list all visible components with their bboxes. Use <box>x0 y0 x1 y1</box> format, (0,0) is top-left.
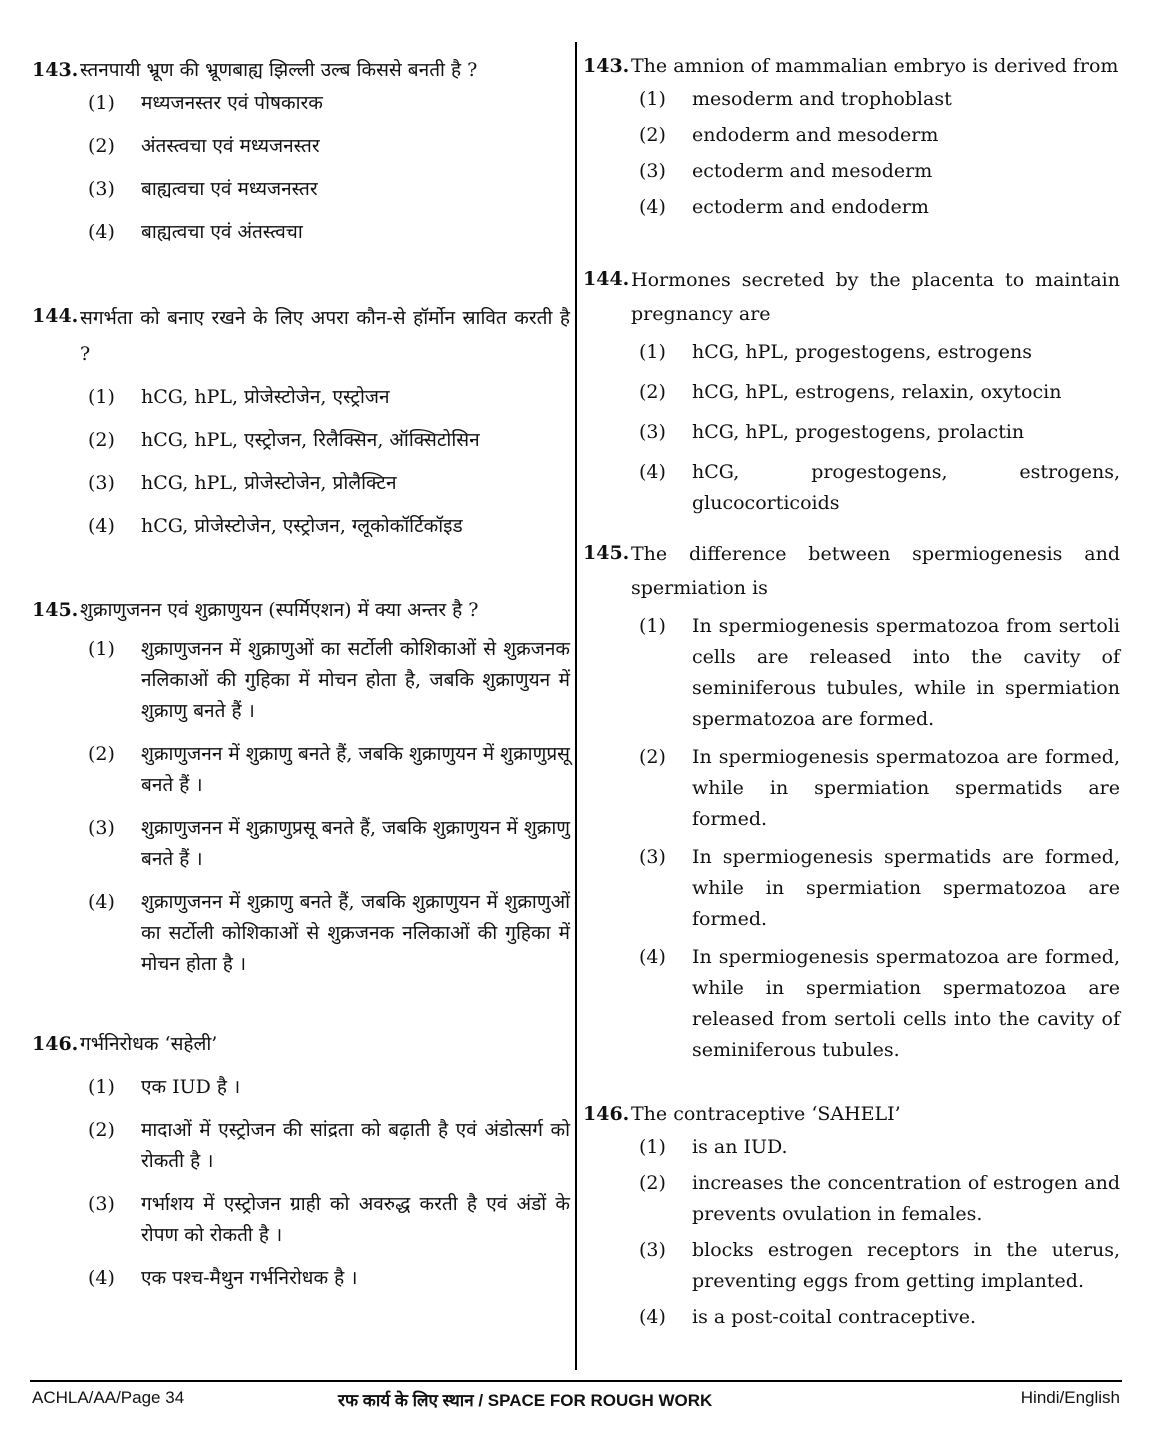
question-text: Hormones secreted by the placenta to maintain pregnancy are <box>631 269 1120 325</box>
option-number: (2) <box>639 746 666 768</box>
option-text: is an IUD. <box>692 1136 788 1158</box>
option-text: गर्भाशय में एस्ट्रोजन ग्राही को अवरुद्ध करती है एवं अंडों के रोपण को रोकती है । <box>141 1193 570 1246</box>
option-number: (1) <box>88 1076 115 1098</box>
question-145-hindi <box>32 594 570 980</box>
option-number: (3) <box>88 178 115 200</box>
hindi-column <box>32 40 570 1306</box>
option-number: (1) <box>639 1136 666 1158</box>
option-number: (4) <box>639 461 666 483</box>
option-text: बाह्यत्वचा एवं मध्यजनस्तर <box>141 178 318 200</box>
option-number: (2) <box>639 1172 666 1194</box>
option-text: मध्यजनस्तर एवं पोषकारक <box>141 92 323 114</box>
question-144-english <box>583 263 1120 519</box>
question-number: 146. <box>583 1103 630 1125</box>
question-text: स्तनपायी भ्रूण की भ्रूणबाह्य झिल्ली उल्ब किससे बनती है ? <box>80 59 478 81</box>
option-4 <box>88 511 570 542</box>
option-number: (2) <box>639 381 666 403</box>
option-text: अंतस्त्वचा एवं मध्यजनस्तर <box>141 135 320 157</box>
question-text: सगर्भता को बनाए रखने के लिए अपरा कौन-से हॉर्मोन स्रावित करती है ? <box>80 307 570 365</box>
page-code: ACHLA/AA/Page 34 <box>32 1388 185 1407</box>
option-number: (3) <box>88 472 115 494</box>
option-number: (2) <box>88 135 115 157</box>
option-1 <box>88 88 570 119</box>
option-number: (2) <box>88 743 115 765</box>
option-number: (3) <box>639 846 666 868</box>
option-text: In spermiogenesis spermatozoa are formed, while in spermiation spermatids are formed. <box>692 746 1120 830</box>
option-1 <box>88 1072 570 1103</box>
option-text: blocks estrogen receptors in the uterus, preventing eggs from getting implanted. <box>692 1239 1120 1292</box>
question-144-hindi <box>32 300 570 542</box>
option-text: increases the concentration of estrogen and prevents ovulation in females. <box>692 1172 1120 1225</box>
option-3 <box>88 468 570 499</box>
option-text: In spermiogenesis spermatids are formed, while in spermiation spermatozoa are formed. <box>692 846 1120 930</box>
language-label: Hindi/English <box>1020 1388 1120 1407</box>
option-text: बाह्यत्वचा एवं अंतस्त्वचा <box>141 221 303 243</box>
option-3 <box>88 1189 570 1251</box>
option-text: hCG, hPL, प्रोजेस्टोजेन, प्रोलैक्टिन <box>141 472 397 494</box>
option-text: एक IUD है । <box>141 1076 241 1098</box>
option-number: (4) <box>88 1267 115 1289</box>
question-143-english <box>583 50 1120 223</box>
option-text: ectoderm and mesoderm <box>692 160 933 182</box>
option-2 <box>88 1115 570 1177</box>
question-text: The difference between spermiogenesis and spermiation is <box>631 543 1120 599</box>
option-number: (3) <box>639 421 666 443</box>
option-number: (4) <box>88 891 115 913</box>
option-text: hCG, hPL, estrogens, relaxin, oxytocin <box>692 381 1062 403</box>
option-2 <box>639 1168 1120 1230</box>
question-number: 144. <box>583 268 630 290</box>
option-text: endoderm and mesoderm <box>692 124 939 146</box>
option-text: In spermiogenesis spermatozoa from sertoli cells are released into the cavity of seminiferous tubules, while in spermiation spermatozoa are formed. <box>692 615 1120 730</box>
question-number: 143. <box>583 55 630 77</box>
option-3 <box>88 174 570 205</box>
option-number: (1) <box>639 341 666 363</box>
option-number: (4) <box>88 221 115 243</box>
option-number: (2) <box>88 429 115 451</box>
option-1 <box>88 382 570 413</box>
option-3 <box>639 417 1120 448</box>
english-column <box>583 40 1120 1338</box>
option-2 <box>88 739 570 801</box>
option-3 <box>639 1235 1120 1297</box>
page-footer <box>32 1388 1120 1416</box>
option-number: (2) <box>639 124 666 146</box>
option-number: (4) <box>639 1306 666 1328</box>
option-text: mesoderm and trophoblast <box>692 88 952 110</box>
option-1 <box>639 611 1120 735</box>
option-1 <box>639 1132 1120 1163</box>
option-text: is a post-coital contraceptive. <box>692 1306 977 1328</box>
option-3 <box>88 813 570 875</box>
question-number: 145. <box>583 542 630 564</box>
option-text: एक पश्च-मैथुन गर्भनिरोधक है । <box>141 1267 358 1289</box>
option-number: (1) <box>639 88 666 110</box>
option-3 <box>639 842 1120 935</box>
option-1 <box>88 634 570 727</box>
option-2 <box>639 377 1120 408</box>
option-text: In spermiogenesis spermatozoa are formed, while in spermiation spermatozoa are released from sertoli cells into the cavity of seminiferous tubules. <box>692 946 1120 1061</box>
option-text: शुक्राणुजनन में शुक्राणु बनते हैं, जबकि शुक्राणुयन में शुक्राणुप्रसू बनते हैं । <box>141 743 570 796</box>
option-text: शुक्राणुजनन में शुक्राणुप्रसू बनते हैं, जबकि शुक्राणुयन में शुक्राणु बनते हैं । <box>141 817 570 870</box>
option-number: (4) <box>88 515 115 537</box>
option-2 <box>88 425 570 456</box>
option-2 <box>639 120 1120 151</box>
option-text: hCG, hPL, एस्ट्रोजन, रिलैक्सिन, ऑक्सिटोसिन <box>141 429 480 451</box>
question-146-hindi <box>32 1028 570 1294</box>
option-4 <box>639 192 1120 223</box>
question-number: 144. <box>32 305 79 327</box>
option-2 <box>88 131 570 162</box>
option-4 <box>88 217 570 248</box>
question-146-english <box>583 1098 1120 1333</box>
option-text: शुक्राणुजनन में शुक्राणु बनते हैं, जबकि शुक्राणुयन में शुक्राणुओं का सर्टोली कोशिकाओं से शुक्रजनक नलिकाओं की गुहिका में मोचन होता है । <box>141 891 570 975</box>
option-number: (4) <box>639 196 666 218</box>
column-divider <box>575 42 577 1370</box>
question-145-english <box>583 537 1120 1066</box>
option-text: hCG, hPL, progestogens, prolactin <box>692 421 1025 443</box>
option-4 <box>88 1263 570 1294</box>
option-3 <box>639 156 1120 187</box>
footer-rule <box>30 1380 1122 1382</box>
question-text: The amnion of mammalian embryo is derived from <box>631 55 1119 77</box>
option-4 <box>88 887 570 980</box>
option-number: (3) <box>88 817 115 839</box>
option-text: hCG, प्रोजेस्टोजेन, एस्ट्रोजन, ग्लूकोकॉर्टिकॉइड <box>141 515 463 537</box>
option-text: शुक्राणुजनन में शुक्राणुओं का सर्टोली कोशिकाओं से शुक्रजनक नलिकाओं की गुहिका में मोचन होता है, जबकि शुक्राणुयन में शुक्राणु बनते हैं । <box>141 638 570 722</box>
option-number: (3) <box>88 1193 115 1215</box>
option-number: (1) <box>88 638 115 660</box>
option-number: (1) <box>88 386 115 408</box>
question-number: 143. <box>32 59 79 81</box>
option-number: (3) <box>639 160 666 182</box>
option-text: ectoderm and endoderm <box>692 196 929 218</box>
question-text: The contraceptive ‘SAHELI’ <box>631 1103 901 1125</box>
question-143-hindi <box>32 54 570 248</box>
question-text: गर्भनिरोधक ‘सहेली’ <box>80 1033 218 1055</box>
option-1 <box>639 84 1120 115</box>
option-number: (2) <box>88 1119 115 1141</box>
option-number: (4) <box>639 946 666 968</box>
option-4 <box>639 942 1120 1066</box>
question-number: 145. <box>32 599 79 621</box>
question-number: 146. <box>32 1033 79 1055</box>
option-4 <box>639 457 1120 519</box>
option-text: hCG, hPL, प्रोजेस्टोजेन, एस्ट्रोजन <box>141 386 390 408</box>
option-text: मादाओं में एस्ट्रोजन की सांद्रता को बढ़ाती है एवं अंडोत्सर्ग को रोकती है । <box>141 1119 570 1172</box>
option-text: hCG, hPL, progestogens, estrogens <box>692 341 1033 363</box>
option-4 <box>639 1302 1120 1333</box>
question-text: शुक्राणुजनन एवं शुक्राणुयन (स्पर्मिएशन) में क्या अन्तर है ? <box>80 599 479 621</box>
rough-work-label: रफ कार्य के लिए स्थान / SPACE FOR ROUGH WORK <box>338 1391 713 1410</box>
option-number: (1) <box>88 92 115 114</box>
option-number: (3) <box>639 1239 666 1261</box>
option-1 <box>639 337 1120 368</box>
option-text: hCG, progestogens, estrogens, glucocorticoids <box>692 461 1120 514</box>
option-number: (1) <box>639 615 666 637</box>
option-2 <box>639 742 1120 835</box>
